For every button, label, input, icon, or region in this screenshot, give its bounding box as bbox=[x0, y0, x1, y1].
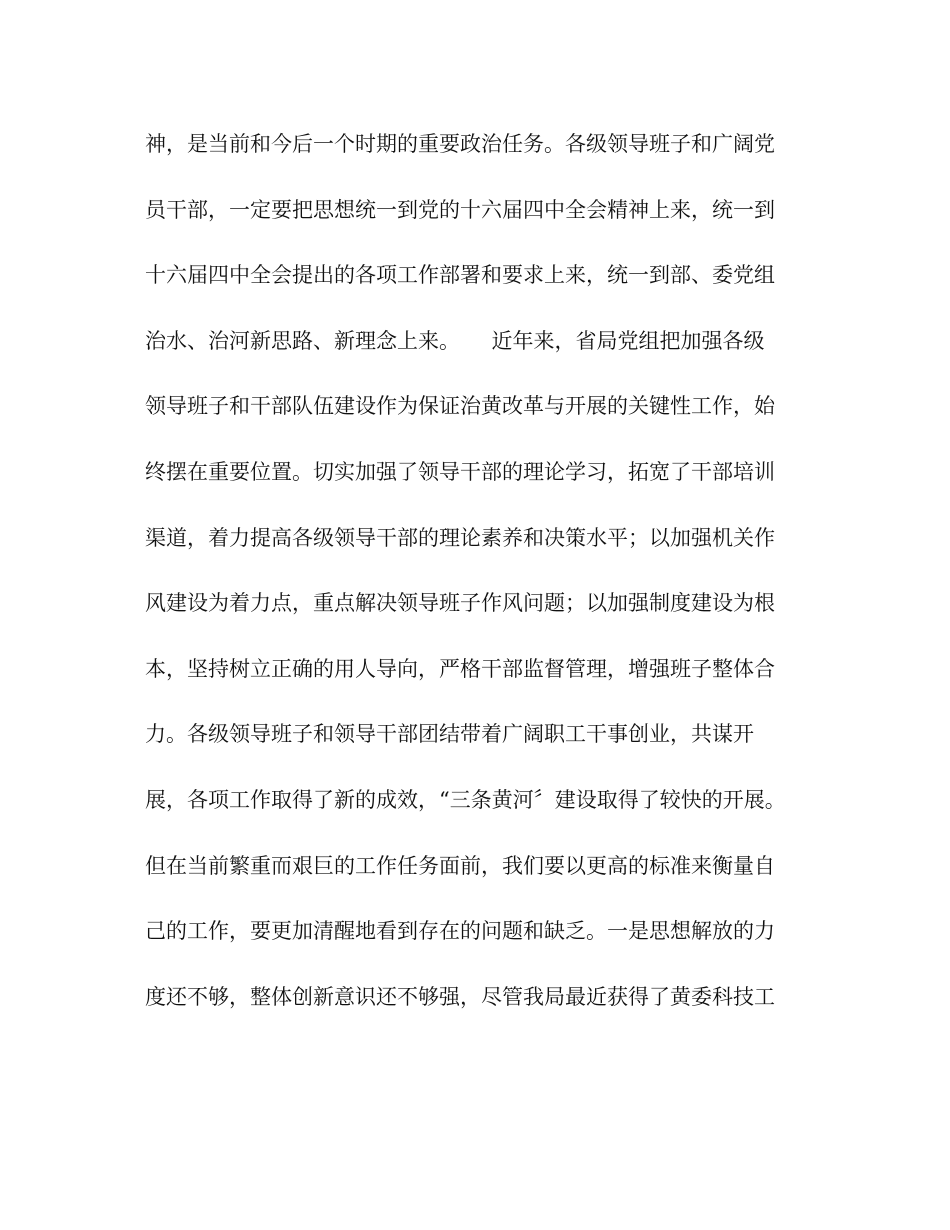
text-line-11: 展，各项工作取得了新的成效，“三条黄河〞建设取得了较快的开展。 bbox=[145, 787, 786, 812]
body-text bbox=[145, 120, 805, 1022]
text-line-10: 力。各级领导班子和领导干部团结带着广阔职工干事创业，共谋开 bbox=[145, 722, 754, 747]
text-line-9: 本，坚持树立正确的用人导向，严格干部监督管理，增强班子整体合 bbox=[145, 656, 775, 681]
text-line-8: 风建设为着力点，重点解决领导班子作风问题；以加强制度建设为根 bbox=[145, 591, 775, 616]
text-line-7: 渠道，着力提高各级领导干部的理论素养和决策水平；以加强机关作 bbox=[145, 525, 775, 550]
text-line-1: 神，是当前和今后一个时期的重要政治任务。各级领导班子和广阔党 bbox=[145, 132, 775, 156]
text-line-13: 己的工作，要更加清醒地看到存在的问题和缺乏。一是思想解放的力 bbox=[145, 919, 775, 944]
text-line-2: 员干部，一定要把思想统一到党的十六届四中全会精神上来，统一到 bbox=[145, 197, 775, 222]
text-line-6: 终摆在重要位置。切实加强了领导干部的理论学习，拓宽了干部培训 bbox=[145, 459, 775, 484]
text-line-3: 十六届四中全会提出的各项工作部署和要求上来，统一到部、委党组 bbox=[145, 263, 775, 288]
text-line-5: 领导班子和干部队伍建设作为保证治黄改革与开展的关键性工作，始 bbox=[145, 394, 775, 419]
text-line-14: 度还不够，整体创新意识还不够强，尽管我局最近获得了黄委科技工 bbox=[145, 984, 775, 1009]
text-line-12: 但在当前繁重而艰巨的工作任务面前，我们要以更高的标准来衡量自 bbox=[145, 853, 775, 878]
text-line-4: 治水、治河新思路、新理念上来。 近年来，省局党组把加强各级 bbox=[145, 328, 765, 353]
